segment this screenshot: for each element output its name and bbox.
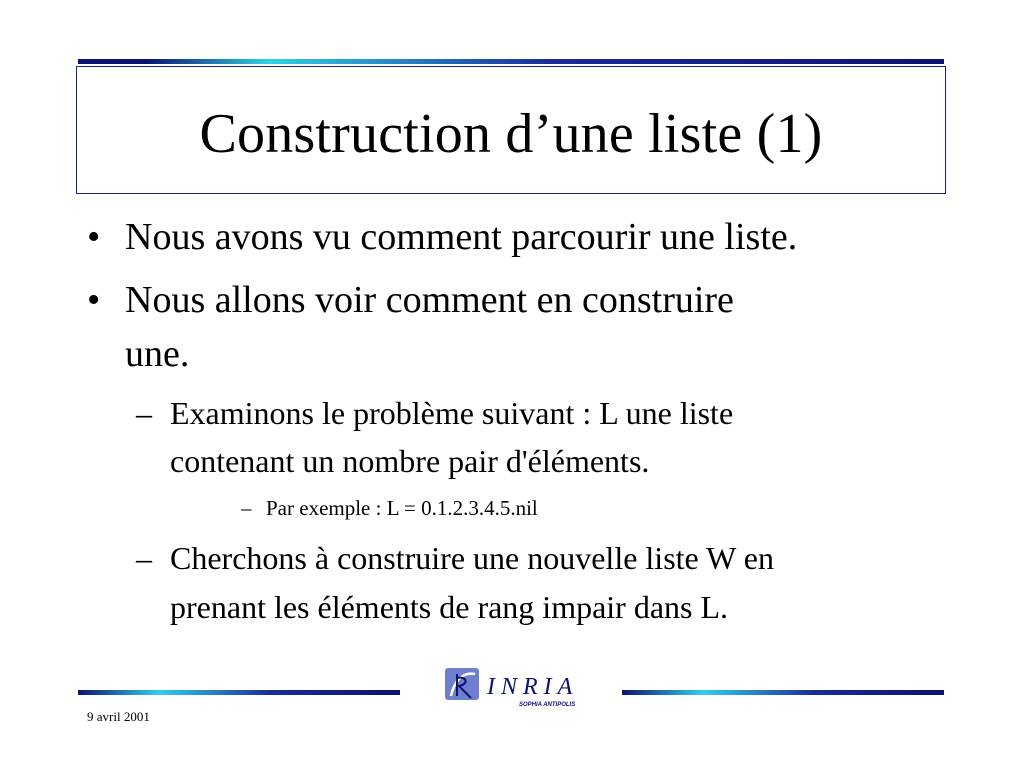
bullet-continuation (125, 329, 189, 379)
sub-bullet-marker: – (136, 540, 152, 576)
sub-bullet-text: prenant les éléments de rang impair dans L. (170, 589, 729, 625)
sub-bullet-text: Examinons le problème suivant : L une liste (170, 395, 734, 431)
top-decorative-rule (78, 59, 944, 64)
sub-bullet-item (136, 535, 774, 581)
sub-bullet-continuation (170, 438, 649, 484)
bullet-item (87, 212, 798, 262)
sub-bullet-item (136, 390, 734, 436)
sub-bullet-text: contenant un nombre pair d'éléments. (170, 443, 650, 479)
footer-date: 9 avril 2001 (87, 709, 150, 724)
sub-bullet-continuation (170, 584, 728, 630)
bullet-text: Nous avons vu comment parcourir une liste. (125, 216, 798, 258)
bottom-left-rule (78, 690, 400, 695)
bullet-text: une. (125, 333, 190, 375)
slide-title: Construction d’une liste (1) (199, 103, 823, 165)
sub-sub-bullet-text: Par exemple : L = 0.1.2.3.4.5.nil (266, 496, 538, 520)
bullet-marker: • (87, 216, 101, 258)
sub-bullet-marker: – (136, 395, 152, 431)
bullet-marker: • (87, 279, 101, 321)
bullet-text: Nous allons voir comment en construire (125, 279, 734, 321)
logo-wordmark: INRIA (487, 674, 579, 700)
inria-logo (443, 664, 601, 712)
sub-bullet-text: Cherchons à construire une nouvelle liste W en (170, 540, 774, 576)
sub-sub-bullet-marker: – (241, 496, 252, 520)
title-box (76, 66, 946, 194)
logo-subtext: SOPHIA ANTIPOLIS (519, 702, 576, 708)
bullet-item (87, 275, 734, 325)
bottom-right-rule (622, 690, 944, 695)
sub-sub-bullet-item (241, 495, 538, 521)
